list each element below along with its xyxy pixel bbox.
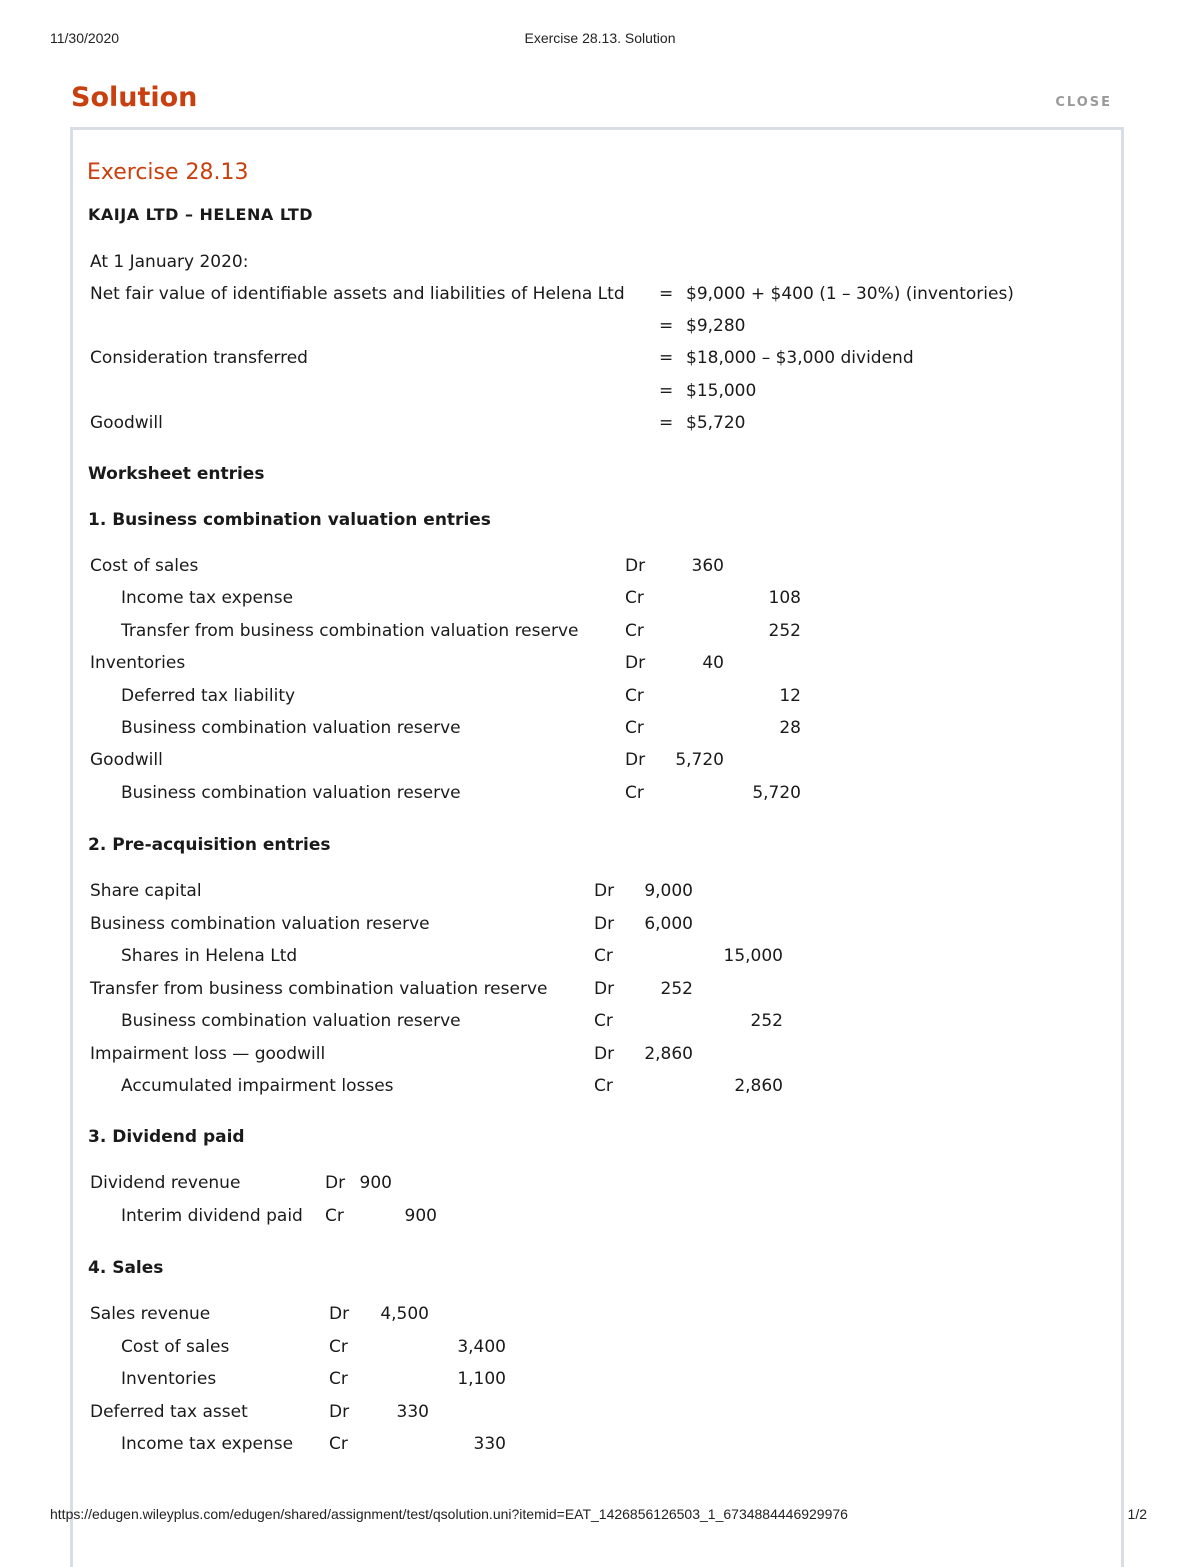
credit-amount: 900 — [404, 1205, 437, 1226]
dr-cr-indicator: Dr — [625, 556, 646, 576]
dr-cr-indicator: Dr — [594, 913, 615, 934]
account-name: Shares in Helena Ltd — [121, 946, 298, 966]
calc-value: $9,000 + $400 (1 – 30%) (inventories) — [686, 284, 1014, 304]
account-name: Inventories — [121, 1369, 217, 1389]
dr-cr-indicator: Dr — [329, 1401, 350, 1422]
exercise-title: Exercise 28.13 — [87, 160, 249, 185]
calc-label: Goodwill — [90, 413, 163, 433]
dr-cr-indicator: Cr — [325, 1205, 344, 1226]
print-page-number: 1/2 — [1127, 1506, 1147, 1522]
credit-amount: 15,000 — [723, 946, 783, 966]
section-heading: 2. Pre-acquisition entries — [88, 835, 331, 855]
print-date: 11/30/2020 — [50, 30, 120, 46]
dr-cr-indicator: Dr — [625, 653, 646, 674]
company-title: KAIJA LTD – HELENA LTD — [88, 205, 314, 224]
calc-eq: = — [659, 284, 674, 304]
account-name: Goodwill — [90, 750, 163, 771]
account-name: Interim dividend paid — [121, 1205, 303, 1226]
section-heading: 3. Dividend paid — [88, 1127, 245, 1147]
account-name: Business combination valuation reserve — [121, 1011, 461, 1031]
dr-cr-indicator: Dr — [625, 750, 646, 771]
section-heading: 4. Sales — [88, 1258, 164, 1278]
calc-value: $18,000 – $3,000 dividend — [686, 348, 914, 368]
dr-cr-indicator: Dr — [329, 1304, 350, 1324]
dr-cr-indicator: Dr — [594, 1043, 615, 1064]
account-name: Deferred tax liability — [121, 685, 296, 706]
account-name: Transfer from business combination valuation reserve — [121, 620, 579, 641]
credit-amount: 28 — [779, 718, 801, 738]
account-name: Sales revenue — [90, 1304, 211, 1324]
account-name: Accumulated impairment losses — [121, 1076, 394, 1096]
credit-amount: 252 — [750, 1011, 783, 1031]
credit-amount: 108 — [768, 588, 801, 609]
debit-amount: 9,000 — [644, 881, 693, 901]
credit-amount: 252 — [768, 620, 801, 641]
account-name: Income tax expense — [121, 1434, 294, 1454]
dr-cr-indicator: Cr — [329, 1336, 348, 1357]
credit-amount: 3,400 — [457, 1336, 506, 1357]
debit-amount: 252 — [660, 978, 693, 999]
dr-cr-indicator: Cr — [594, 1076, 613, 1096]
dr-cr-indicator: Dr — [325, 1173, 346, 1193]
dr-cr-indicator: Cr — [594, 1011, 613, 1031]
debit-amount: 2,860 — [644, 1043, 693, 1064]
account-name: Impairment loss — goodwill — [90, 1043, 326, 1064]
credit-amount: 1,100 — [457, 1369, 506, 1389]
section-heading: 1. Business combination valuation entries — [88, 510, 491, 530]
dr-cr-indicator: Cr — [625, 620, 644, 641]
debit-amount: 4,500 — [380, 1304, 429, 1324]
dr-cr-indicator: Cr — [625, 685, 644, 706]
print-page-title: Exercise 28.13. Solution — [524, 30, 676, 46]
account-name: Deferred tax asset — [90, 1401, 248, 1422]
dr-cr-indicator: Dr — [594, 978, 615, 999]
dr-cr-indicator: Dr — [594, 881, 615, 901]
credit-amount: 5,720 — [752, 782, 801, 803]
dr-cr-indicator: Cr — [625, 588, 644, 609]
account-name: Transfer from business combination valuation reserve — [90, 978, 548, 999]
worksheet-heading: Worksheet entries — [88, 464, 265, 484]
calc-eq: = — [659, 316, 674, 336]
dr-cr-indicator: Cr — [625, 718, 644, 738]
calc-value: $9,280 — [686, 316, 746, 336]
calc-value: $15,000 — [686, 381, 757, 401]
close-button[interactable]: CLOSE — [1055, 95, 1112, 110]
calc-value: $5,720 — [686, 413, 746, 433]
calc-label: Net fair value of identifiable assets and liabilities of Helena Ltd — [90, 284, 625, 304]
account-name: Inventories — [90, 653, 186, 674]
debit-amount: 330 — [396, 1401, 429, 1422]
debit-amount: 900 — [359, 1173, 392, 1193]
calc-eq: = — [659, 413, 674, 433]
calc-eq: = — [659, 348, 674, 368]
account-name: Business combination valuation reserve — [90, 913, 430, 934]
credit-amount: 12 — [779, 685, 801, 706]
print-url: https://edugen.wileyplus.com/edugen/shared/assignment/test/qsolution.uni?itemid=EAT_1426856126503_1_6734884446929976 — [50, 1506, 848, 1522]
calc-eq: = — [659, 381, 674, 401]
account-name: Cost of sales — [90, 556, 199, 576]
account-name: Business combination valuation reserve — [121, 718, 461, 738]
dr-cr-indicator: Cr — [594, 946, 613, 966]
account-name: Share capital — [90, 881, 202, 901]
account-name: Business combination valuation reserve — [121, 782, 461, 803]
dr-cr-indicator: Cr — [625, 782, 644, 803]
account-name: Dividend revenue — [90, 1173, 241, 1193]
account-name: Cost of sales — [121, 1336, 230, 1357]
dr-cr-indicator: Cr — [329, 1434, 348, 1454]
debit-amount: 6,000 — [644, 913, 693, 934]
credit-amount: 2,860 — [734, 1076, 783, 1096]
account-name: Income tax expense — [121, 588, 294, 609]
debit-amount: 5,720 — [675, 750, 724, 771]
solution-title: Solution — [71, 82, 198, 113]
debit-amount: 40 — [702, 653, 724, 674]
dr-cr-indicator: Cr — [329, 1369, 348, 1389]
debit-amount: 360 — [691, 556, 724, 576]
calc-label: Consideration transferred — [90, 348, 308, 368]
credit-amount: 330 — [473, 1434, 506, 1454]
